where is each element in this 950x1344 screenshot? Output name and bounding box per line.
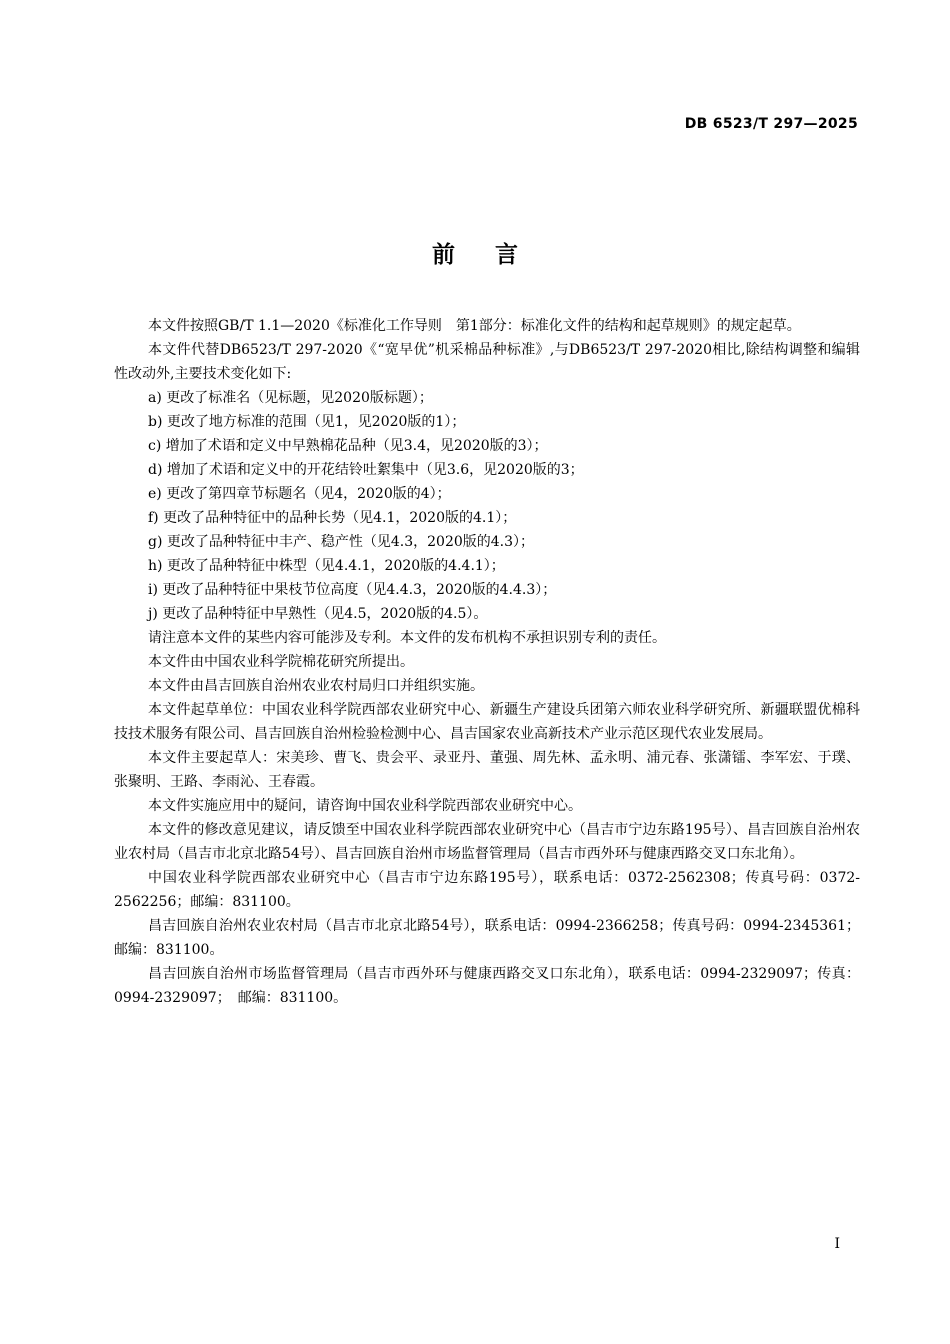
page-number: I xyxy=(834,1236,840,1252)
paragraph: 本文件按照GB/T 1.1—2020《标准化工作导则 第1部分：标准化文件的结构和起草规则》的规定起草。 xyxy=(148,318,801,334)
paragraph: 本文件代替DB6523/T 297-2020《“宽早优”机采棉品种标准》,与DB6523/T 297-2020相比,除结构调整和编辑性改动外,主要技术变化如下: xyxy=(114,342,860,382)
standard-code: DB 6523/T 297—2025 xyxy=(684,116,858,132)
foreword-body xyxy=(114,314,860,1010)
change-item-c: c) 增加了术语和定义中早熟棉花品种（见3.4，见2020版的3）； xyxy=(148,438,548,454)
paragraph: 中国农业科学院西部农业研究中心（昌吉市宁边东路195号），联系电话：0372-2562308；传真号码：0372-2562256；邮编：831100。 xyxy=(114,870,860,910)
change-item-a: a) 更改了标准名（见标题，见2020版标题）； xyxy=(148,390,433,406)
change-item-h: h) 更改了品种特征中株型（见4.4.1，2020版的4.4.1）； xyxy=(148,558,505,574)
change-item-f: f) 更改了品种特征中的品种长势（见4.1，2020版的4.1）； xyxy=(148,510,517,526)
page-title: 前言 xyxy=(432,242,558,268)
change-item-i: i) 更改了品种特征中果枝节位高度（见4.4.3，2020版的4.4.3）； xyxy=(148,582,557,598)
change-item-d: d) 增加了术语和定义中的开花结铃吐絮集中（见3.6，见2020版的3； xyxy=(148,462,584,478)
paragraph: 本文件主要起草人：宋美珍、曹飞、贵会平、录亚丹、董强、周先林、孟永明、浦元春、张潇镭、李军宏、于璞、张聚明、王路、李雨沁、王春霞。 xyxy=(114,750,860,790)
change-item-j: j) 更改了品种特征中早熟性（见4.5，2020版的4.5）。 xyxy=(148,606,488,622)
change-item-g: g) 更改了品种特征中丰产、稳产性（见4.3，2020版的4.3）； xyxy=(148,534,535,550)
paragraph: 昌吉回族自治州农业农村局（昌吉市北京北路54号），联系电话：0994-2366258；传真号码：0994-2345361；邮编：831100。 xyxy=(114,918,860,958)
paragraph: 本文件由中国农业科学院棉花研究所提出。 xyxy=(148,654,414,670)
paragraph: 请注意本文件的某些内容可能涉及专利。本文件的发布机构不承担识别专利的责任。 xyxy=(148,630,666,646)
paragraph: 本文件起草单位：中国农业科学院西部农业研究中心、新疆生产建设兵团第六师农业科学研究所、新疆联盟优棉科技技术服务有限公司、昌吉回族自治州检验检测中心、昌吉国家农业高新技术产业示范区现代农业发展局。 xyxy=(114,702,860,742)
change-item-b: b) 更改了地方标准的范围（见1，见2020版的1）； xyxy=(148,414,466,430)
paragraph: 本文件由昌吉回族自治州农业农村局归口并组织实施。 xyxy=(148,678,484,694)
paragraph: 本文件实施应用中的疑问，请咨询中国农业科学院西部农业研究中心。 xyxy=(148,798,582,814)
change-item-e: e) 更改了第四章节标题名（见4，2020版的4）； xyxy=(148,486,451,502)
paragraph: 昌吉回族自治州市场监督管理局（昌吉市西外环与健康西路交叉口东北角），联系电话：0994-2329097；传真：0994-2329097； 邮编：831100。 xyxy=(114,966,860,1006)
paragraph: 本文件的修改意见建议，请反馈至中国农业科学院西部农业研究中心（昌吉市宁边东路195号）、昌吉回族自治州农业农村局（昌吉市北京北路54号）、昌吉回族自治州市场监督管理局（昌吉市西外环与健康西路交叉口东北角）。 xyxy=(114,822,860,862)
